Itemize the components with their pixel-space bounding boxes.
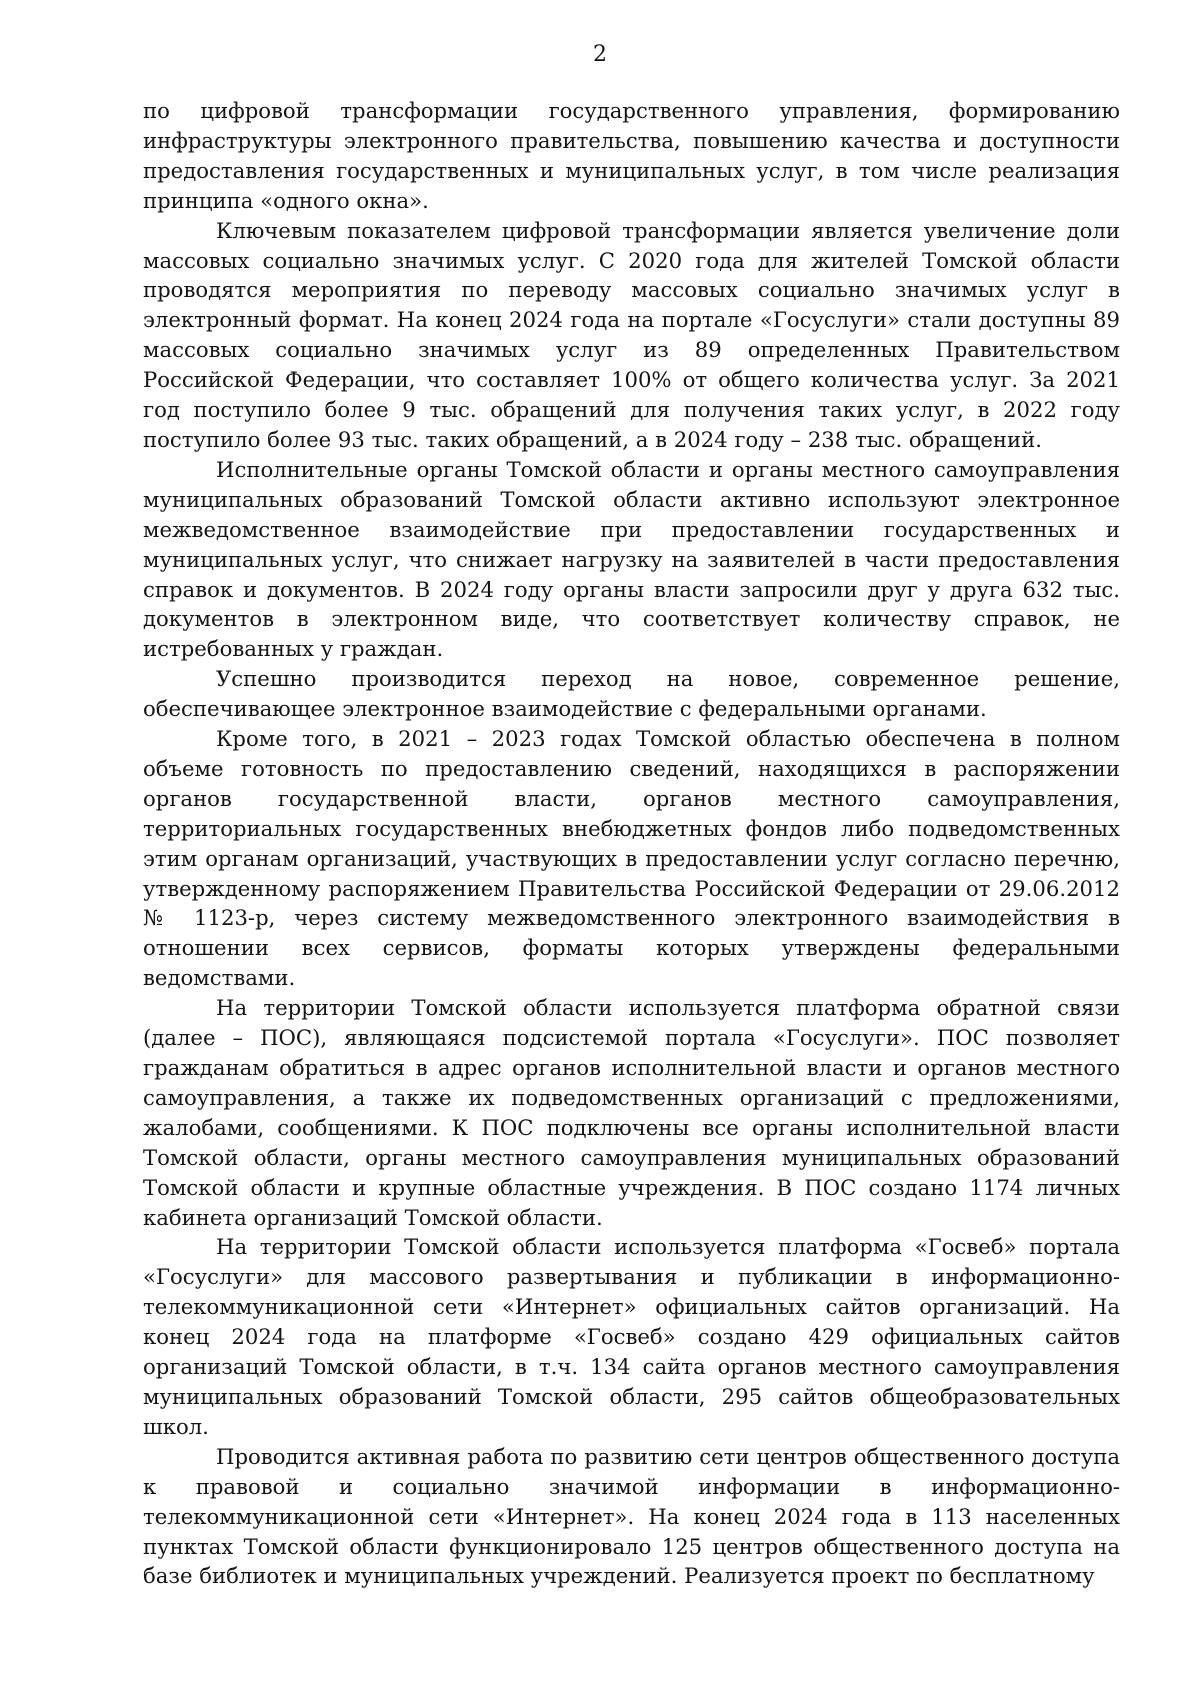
paragraph-transition: Успешно производится переход на новое, современное решение, обеспечивающее электронное взаимодействие с федеральными органами. bbox=[143, 666, 1120, 722]
document-body bbox=[143, 96, 1120, 1591]
paragraph-continuation: по цифровой трансформации государственного управления, формированию инфраструктуры электронного правительства, повышению качества и доступности предоставления государственных и муниципальных услуг, в том числе реализация принципа «одного окна». bbox=[143, 98, 1120, 213]
paragraph-gosweb-platform: На территории Томской области используется платформа «Госвеб» портала «Госуслуги» для массового развертывания и публикации в информационно-телекоммуникационной сети «Интернет» официальных сайтов организаций. На конец 2024 года на платформе «Госвеб» создано 429 официальных сайтов организаций Томской области, в т.ч. 134 сайта органов местного самоуправления муниципальных образований Томской области, 295 сайтов общеобразовательных школ. bbox=[143, 1234, 1120, 1439]
paragraph-public-access-centers: Проводится активная работа по развитию сети центров общественного доступа к правовой и социально значимой информации в информационно-телекоммуникационной сети «Интернет». На конец 2024 года в 113 населенных пунктах Томской области функционировало 125 центров общественного доступа на базе библиотек и муниципальных учреждений. Реализуется проект по бесплатному bbox=[143, 1443, 1120, 1589]
paragraph-interagency-interaction: Исполнительные органы Томской области и органы местного самоуправления муниципальных образований Томской области активно используют электронное межведомственное взаимодействие при предоставлении государственных и муниципальных услуг, что снижает нагрузку на заявителей в части предоставления справок и документов. В 2024 году органы власти запросили друг у друга 632 тыс. документов в электронном виде, что соответствует количеству справок, не истребованных у граждан. bbox=[143, 456, 1120, 662]
page-number: 2 bbox=[593, 42, 607, 67]
paragraph-key-indicator: Ключевым показателем цифровой трансформации является увеличение доли массовых социально значимых услуг. С 2020 года для жителей Томской области проводятся мероприятия по переводу массовых социально значимых услуг в электронный формат. На конец 2024 года на портале «Госуслуги» стали доступны 89 массовых социально значимых услуг из 89 определенных Правительством Российской Федерации, что составляет 100% от общего количества услуг. За 2021 год поступило более 9 тыс. обращений для получения таких услуг, в 2022 году поступило более 93 тыс. таких обращений, а в 2024 году – 238 тыс. обращений. bbox=[143, 217, 1120, 452]
paragraph-feedback-platform: На территории Томской области используется платформа обратной связи (далее – ПОС), являющаяся подсистемой портала «Госуслуги». ПОС позволяет гражданам обратиться в адрес органов исполнительной власти и органов местного самоуправления, а также их подведомственных организаций с предложениями, жалобами, сообщениями. К ПОС подключены все органы исполнительной власти Томской области, органы местного самоуправления муниципальных образований Томской области и крупные областные учреждения. В ПОС создано 1174 личных кабинета организаций Томской области. bbox=[143, 995, 1120, 1230]
paragraph-readiness: Кроме того, в 2021 – 2023 годах Томской областью обеспечена в полном объеме готовность по предоставлению сведений, находящихся в распоряжении органов государственной власти, органов местного самоуправления, территориальных государственных внебюджетных фондов либо подведомственных этим органам организаций, участвующих в предоставлении услуг согласно перечню, утвержденному распоряжением Правительства Российской Федерации от 29.06.2012 № 1123-р, через систему межведомственного электронного взаимодействия в отношении всех сервисов, форматы которых утверждены федеральными ведомствами. bbox=[143, 726, 1120, 991]
